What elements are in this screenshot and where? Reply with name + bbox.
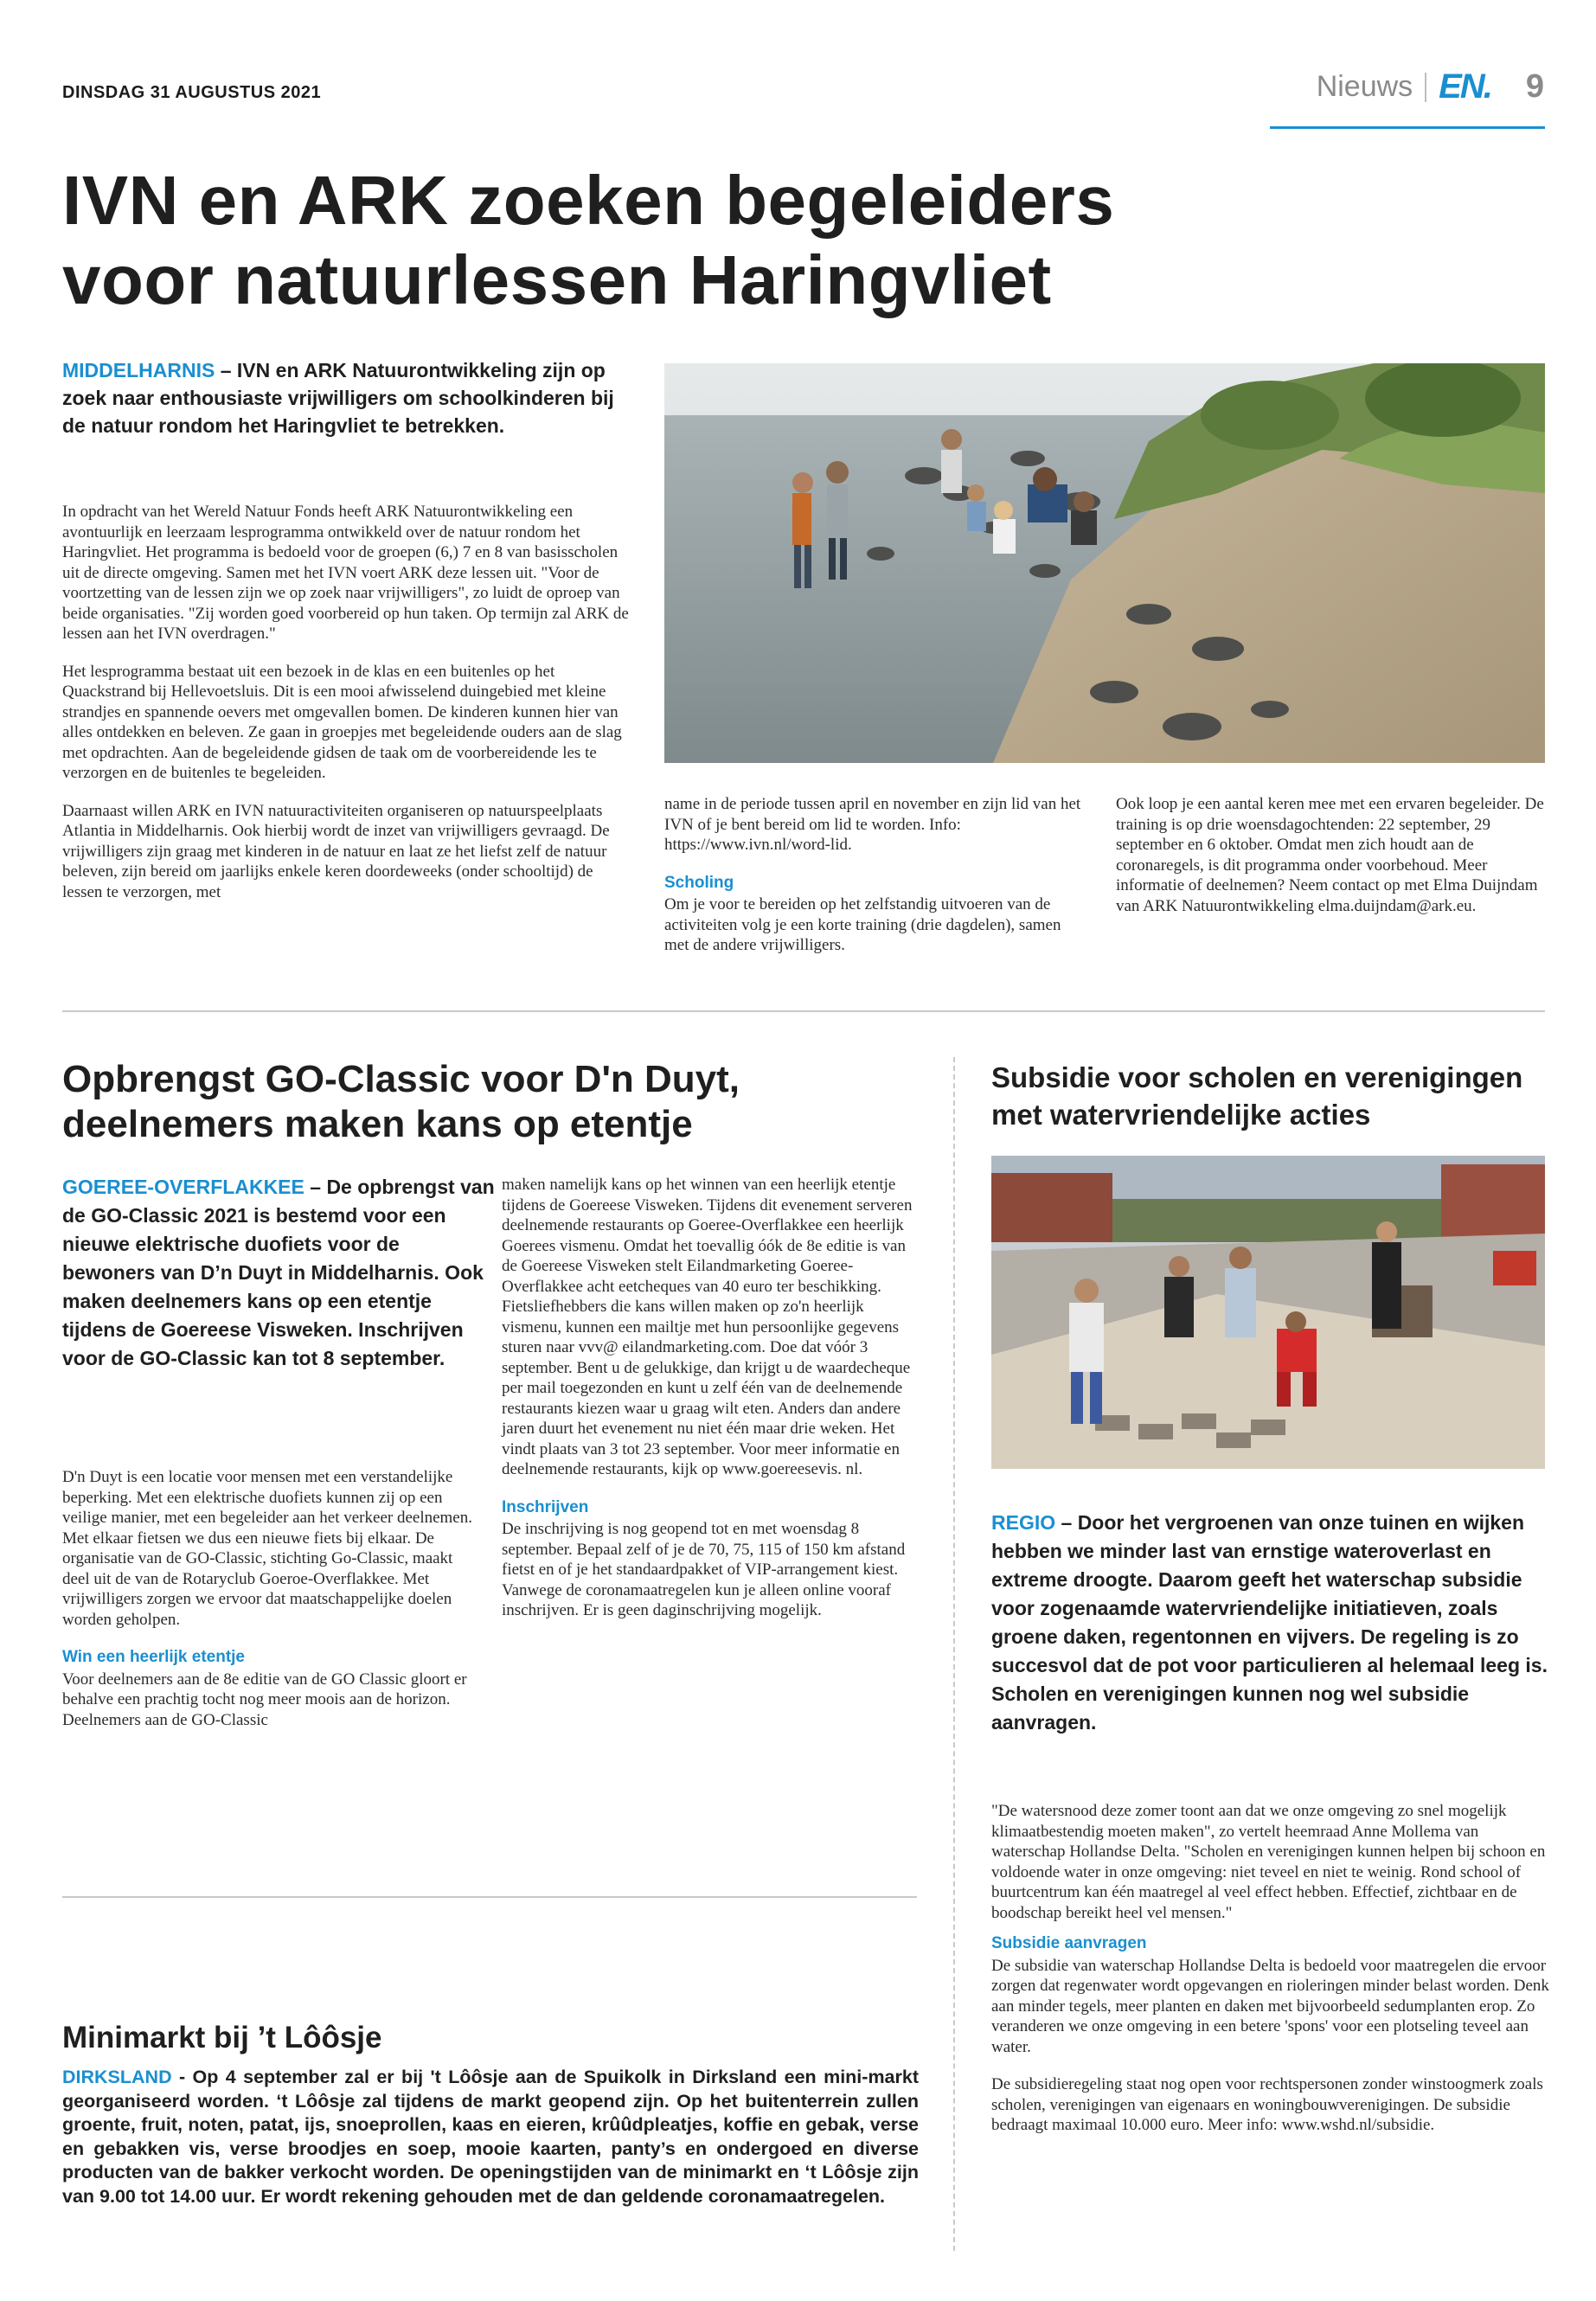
article-1-headline: IVN en ARK zoeken begeleiders voor natuurlessen Haringvliet	[62, 162, 1115, 318]
paragraph: De subsidie van waterschap Hollandse Delta is bedoeld voor maatregelen die ervoor zorgen dat regenwater wordt opgevangen en rioleringen minder belast worden. Denk aan minder tegels, meer planten en daken met bijvoorbeeld sedumplanten erop. Zo veranderen we onze omgeving in een betere 'spons' voor een plotseling teveel aan water.	[991, 1956, 1549, 2056]
paragraph: In opdracht van het Wereld Natuur Fonds heeft ARK Natuurontwikkeling een avontuurlijk en leerzaam lesprogramma ontwikkeld over de natuur rondom het Haringvliet. Het programma is bedoeld voor de groepen (6,) 7 en 8 van basisscholen uit de directe omgeving. Samen met het IVN voert ARK deze lessen uit. "Voor de voortzetting van de lessen zijn we op zoek naar vrijwilligers", zo luidt de oproep van beide organisaties. "Zij worden goed voorbereid op hun taken. Op termijn zal ARK de lessen aan het IVN overdragen."	[62, 503, 629, 643]
article-1-col-1	[62, 502, 630, 920]
article-3-dateline: REGIO	[991, 1511, 1056, 1534]
paragraph: D'n Duyt is een locatie voor mensen met een verstandelijke beperking. Met een elektrische duofiets kunnen zij op een veilige manier, met een begeleider aan het verkeer deelnemen. Met elkaar fietsen we dus een nieuwe fiets bij elkaar. De organisatie van de GO-Classic, stichting Go-Classic, maakt deel uit de van de Rotaryclub Goeroe-Overflakkee. Met vrijwilligers zorgen we ervoor dat maatschappelijke doelen worden geholpen.	[62, 1468, 472, 1629]
paragraph: De subsidieregeling staat nog open voor rechtspersonen zonder winstoogmerk zoals scholen, verenigingen van eigenaars en woningbouwverenigingen. De subsidie bedraagt maximaal 10.000 euro. Meer info: www.wshd.nl/subsidie.	[991, 2075, 1543, 2134]
section-label: Nieuws	[1316, 70, 1413, 103]
article-2-headline: Opbrengst GO-Classic voor D'n Duyt, deelnemers maken kans op etentje	[62, 1058, 740, 1145]
paragraph: maken namelijk kans op het winnen van een heerlijk etentje tijdens de Goereese Visweken. Tijdens dit evenement serveren deelnemende restaurants op Goeree-Overflakkee een heerlijk Goerees vismenu. Omdat het toevallig óók de 8e editie is van de Goereese Visweken stelt Eilandmarketing Goeree-Overflakkee acht eetcheques van 40 euro ter beschikking. Fietsliefhebbers die kans willen maken op zo'n heerlijk vismenu, kunnen een mailtje met hun persoonlijke gegevens sturen naar vvv@ eilandmarketing.com. Doe dat vóór 3 september. Bent u de gelukkige, dan krijgt u de waardecheque per mail toegezonden en kunt u zelf één van de deelnemende restaurants kiezen waar u graag wilt eten. Anders dan andere jaren duurt het evenement nu niet één maar drie weken. Het vindt plaats van 3 tot 23 september. Voor meer informatie en deelnemende restaurants, kijk op www.goereesevis. nl.	[502, 1176, 913, 1478]
paragraph: "De watersnood deze zomer toont aan dat we onze omgeving zo snel mogelijk klimaatbestendig moeten maken", zo vertelt heemraad Anne Mollema van waterschap Hollandse Delta. "Scholen en verenigingen kunnen helpen bij schoon en voldoende water in onze omgeving: niet teveel en niet te weinig. Rond school of buurtcentrum kan één maatregel al veel effect hebben. Effectief, zichtbaar en de boodschap bereikt heel vel mensen."	[991, 1802, 1546, 1922]
article-1-lead: MIDDELHARNIS – IVN en ARK Natuurontwikkeling zijn op zoek naar enthousiaste vrijwilligers om schoolkinderen bij de natuur rondom het Haringvliet te betrekken.	[62, 359, 614, 437]
article-3-lead: REGIO – Door het vergroenen van onze tuinen en wijken hebben we minder last van ernstige wateroverlast en extreme droogte. Daarom geeft het waterschap subsidie voor zogenaamde watervriendelijke initiatieven, zoals groene daken, regentonnen en vijvers. De regeling is zo succesvol dat de pot voor particulieren al helemaal leeg is. Scholen en verenigingen kunnen nog wel subsidie aanvragen.	[991, 1511, 1548, 1734]
paragraph: name in de periode tussen april en november en zijn lid van het IVN of je bent bereid om lid te worden. Info: https://www.ivn.nl/word-lid.	[664, 795, 1081, 854]
subhead-scholing: Scholing	[664, 873, 734, 892]
photo-schoolyard-tiles	[991, 1156, 1545, 1469]
subhead-subsidie-aanvragen: Subsidie aanvragen	[991, 1934, 1147, 1952]
article-3-headline: Subsidie voor scholen en verenigingen met watervriendelijke acties	[991, 1061, 1523, 1131]
article-2-bottom-rule	[62, 1896, 917, 1898]
article-2-lead: GOEREE-OVERFLAKKEE – De opbrengst van de GO-Classic 2021 is bestemd voor een nieuwe elektrische duofiets voor de bewoners van D’n Duyt in Middelharnis. Ook maken deelnemers kans op een etentje tijdens de Goereese Visweken. Inschrijven voor de GO-Classic kan tot 8 september.	[62, 1176, 495, 1369]
article-2-col-2	[502, 1175, 917, 1638]
section-divider	[1425, 73, 1426, 102]
article-4-dateline: DIRKSLAND	[62, 2067, 172, 2087]
article-1-col-2	[664, 794, 1088, 973]
article-4-lead: DIRKSLAND - Op 4 september zal er bij 't Lôôsje aan de Spuikolk in Dirksland een mini-markt georganiseerd worden. ‘t Lôôsje zal tijdens de markt geopend zijn. Op het buitenterrein zullen groente, fruit, noten, patat, ijs, snoeprollen, kaas en eieren, krûûdpleatjes, koffie en gebak, verse en gebakken vis, verse broodjes en soep, mooie kaarten, panty’s en ondergoed en diverse producten van de bakker verkocht worden. De openingstijden van de minimarkt en ‘t Lôôsje zijn van 9.00 tot 14.00 uur. Er wordt rekening gehouden met de dan geldende coronamaatregelen.	[62, 2067, 919, 2207]
header-rule	[1270, 126, 1545, 129]
en-logo-icon: EN.	[1439, 67, 1491, 106]
paragraph: De inschrijving is nog geopend tot en met woensdag 8 september. Bepaal zelf of je de 70, 75, 115 of 150 km afstand fietst en of je het standaardpakket of VIP-arrangement kiest. Vanwege de coronamaatregelen kun je alleen online vooraf inschrijven. Er is geen daginschrijving mogelijk.	[502, 1520, 906, 1619]
article-4-headline: Minimarkt bij ’t Lôôsje	[62, 2021, 382, 2054]
paragraph: Voor deelnemers aan de 8e editie van de GO Classic gloort er behalve een prachtig tocht nog meer moois aan de horizon. Deelnemers aan de GO-Classic	[62, 1670, 467, 1729]
paragraph: Ook loop je een aantal keren mee met een ervaren begeleider. De training is op drie woensdagochtenden: 22 september, 29 september en 6 oktober. Omdat men zich houdt aan de coronaregels, is dit programma onder voorbehoud. Meer informatie of deelnemen? Neem contact op met Elma Duijndam van ARK Natuurontwikkeling elma.duijndam@ark.eu.	[1116, 795, 1544, 915]
paragraph: Om je voor te bereiden op het zelfstandig uitvoeren van de activiteiten volg je een korte training (drie dagdelen), samen met de andere vrijwilligers.	[664, 895, 1061, 954]
page-number: 9	[1525, 68, 1544, 105]
masthead	[1317, 67, 1544, 106]
article-1-dateline: MIDDELHARNIS	[62, 359, 215, 381]
article-2-dateline: GOEREE-OVERFLAKKEE	[62, 1176, 304, 1198]
paragraph: Het lesprogramma bestaat uit een bezoek in de klas en een buitenles op het Quackstrand bij Hellevoetsluis. Dit is een mooi afwisselend duingebied met kleine strandjes en spannende oevers met omgevallen bomen. De kinderen kunnen hier van alles ontdekken en beleven. Ze gaan in groepjes met begeleidende ouders aan de slag met opdrachten. Aan de begeleidende gidsen de taak om de voorbereidende les te verzorgen en de buitenles te begeleiden.	[62, 662, 622, 782]
article-2-col-1	[62, 1467, 476, 1747]
subhead-win-etentje: Win een heerlijk etentje	[62, 1648, 246, 1666]
column-divider	[953, 1057, 955, 2251]
subhead-inschrijven: Inschrijven	[502, 1497, 589, 1516]
photo-haringvliet-shore	[664, 363, 1545, 763]
section-rule	[62, 1010, 1545, 1012]
article-1-col-3	[1116, 794, 1545, 933]
issue-date: DINSDAG 31 AUGUSTUS 2021	[62, 83, 322, 102]
paragraph: Daarnaast willen ARK en IVN natuuractiviteiten organiseren op natuurspeelplaats Atlantia in Middelharnis. Ook hierbij wordt de inzet van vrijwilligers gevraagd. De vrijwilligers zijn graag met kinderen in de natuur en laat ze het liefst zelf de natuur beleven, zijn bereid om jaarlijks enkele keren doordeweeks (onder schooltijd) de lessen te verzorgen, met	[62, 801, 610, 901]
article-3-body	[991, 1801, 1552, 2153]
